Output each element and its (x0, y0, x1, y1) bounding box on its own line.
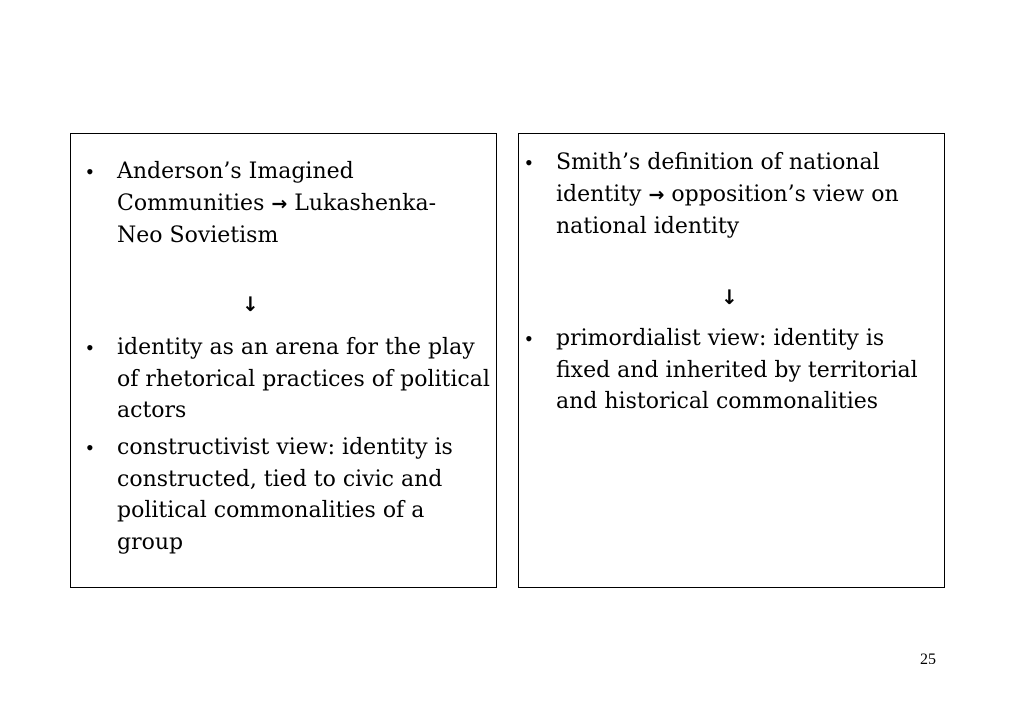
text-segment: Smith’s definition of national identity (556, 150, 880, 207)
bullet-text (86, 156, 481, 252)
bullet-text: constructivist view: identity is constructed, tied to civic and political commonalities of a group (117, 435, 453, 555)
text-segment: opposition’s view on national identity (556, 181, 899, 239)
down-arrow-icon: ↓ (721, 285, 738, 309)
bullet-marker: • (525, 150, 533, 175)
right-arrow-icon: → (271, 192, 288, 215)
right-bullet-smith (525, 147, 937, 243)
bullet-marker: • (86, 335, 94, 360)
left-text-box (70, 133, 497, 588)
right-arrow-icon: → (648, 183, 665, 206)
bullet-marker: • (86, 435, 94, 460)
left-bullet-constructivist (86, 432, 481, 558)
bullet-marker: • (525, 326, 533, 351)
down-arrow-icon: ↓ (242, 292, 259, 316)
left-bullet-anderson (86, 156, 481, 252)
bullet-marker: • (86, 159, 94, 184)
bullet-text: primordialist view: identity is fixed and inherited by territorial and historical commonalities (556, 326, 918, 414)
right-text-box (518, 133, 945, 588)
text-segment: Lukashenka- Neo Sovietism (117, 190, 437, 248)
text-segment: Anderson’s Imagined Communities (117, 159, 354, 216)
bullet-text: identity as an arena for the play of rhetorical practices of political actors (117, 335, 490, 423)
bullet-text (525, 147, 937, 243)
page-number: 25 (920, 651, 936, 668)
right-bullet-primordialist (525, 323, 925, 418)
left-bullet-identity-arena (86, 332, 491, 427)
